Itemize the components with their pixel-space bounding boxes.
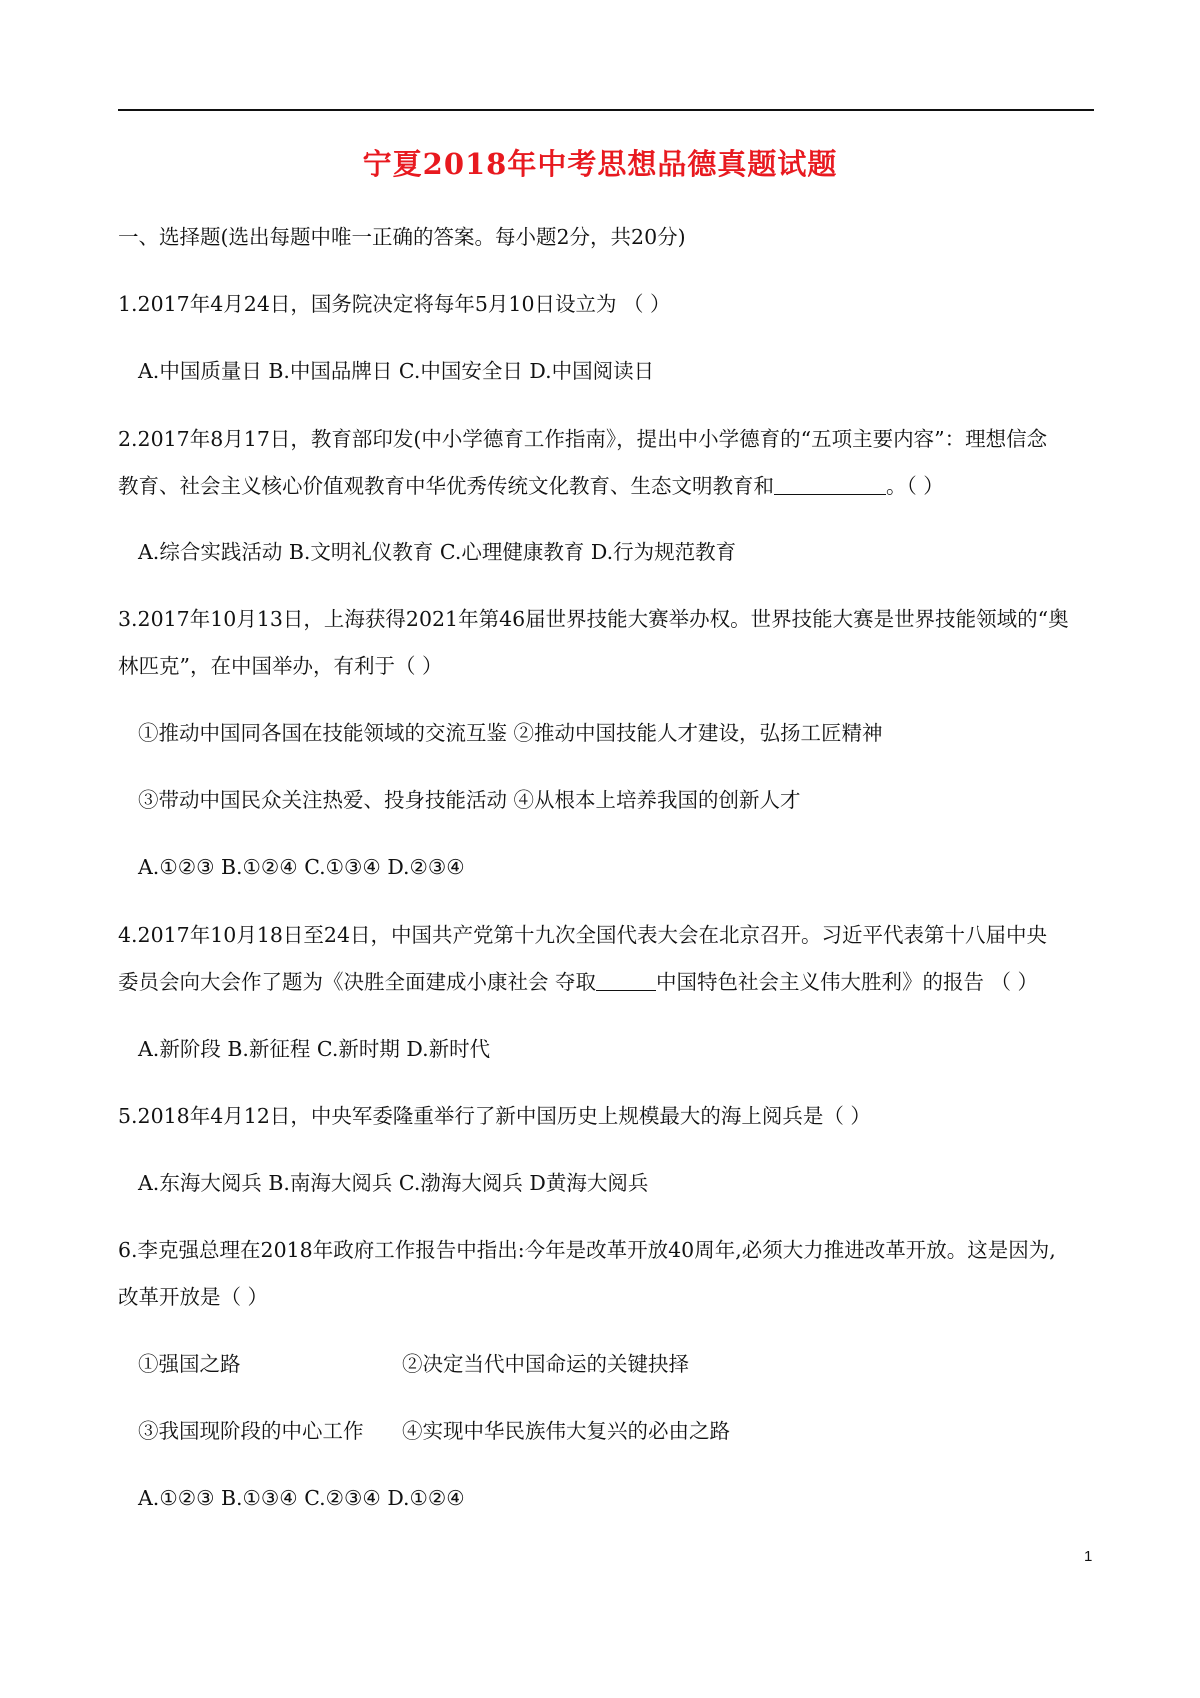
question-5-options: A.东海大阅兵 B.南海大阅兵 C.渤海大阅兵 D黄海大阅兵 — [138, 1171, 649, 1195]
question-1: 1.2017年4月24日，国务院决定将每年5月10日设立为 （ ） — [118, 292, 671, 316]
question-6-statement-1: ①强国之路 — [138, 1352, 241, 1376]
question-3-statements-1: ①推动中国同各国在技能领域的交流互鉴 ②推动中国技能人才建设，弘扬工匠精神 — [138, 721, 883, 745]
question-4-line-1: 4.2017年10月18日至24日，中国共产党第十九次全国代表大会在北京召开。习近平代表第十八届中央 — [118, 923, 1047, 947]
section-heading: 一、选择题(选出每题中唯一正确的答案。每小题2分，共20分) — [118, 225, 686, 249]
question-4-line-2 — [118, 967, 1038, 997]
question-2-line-1: 2.2017年8月17日，教育部印发(中小学德育工作指南》，提出中小学德育的“五项主要内容”：理想信念 — [118, 427, 1048, 451]
question-4-options: A.新阶段 B.新征程 C.新时期 D.新时代 — [138, 1037, 491, 1061]
question-1-options: A.中国质量日 B.中国品牌日 C.中国安全日 D.中国阅读日 — [138, 359, 655, 383]
question-3-line-2: 林匹克”，在中国举办，有利于（ ） — [118, 654, 443, 678]
question-4-tail: 中国特色社会主义伟大胜利》的报告 （ ） — [656, 970, 1039, 994]
question-3-options: A.①②③ B.①②④ C.①③④ D.②③④ — [138, 855, 465, 879]
question-6-line-2: 改革开放是（ ） — [118, 1285, 269, 1309]
question-5: 5.2018年4月12日，中央军委隆重举行了新中国历史上规模最大的海上阅兵是（ ） — [118, 1104, 871, 1128]
question-2-text: 教育、社会主义核心价值观教育中华优秀传统文化教育、生态文明教育和 — [118, 474, 774, 498]
question-6-options: A.①②③ B.①③④ C.②③④ D.①②④ — [138, 1486, 465, 1510]
page-number: 1 — [1084, 1548, 1093, 1565]
question-2-options: A.综合实践活动 B.文明礼仪教育 C.心理健康教育 D.行为规范教育 — [138, 540, 737, 564]
question-6-statement-3: ③我国现阶段的中心工作 — [138, 1419, 364, 1443]
question-2-line-2 — [118, 471, 944, 501]
question-6-line-1: 6.李克强总理在2018年政府工作报告中指出:今年是改革开放40周年,必须大力推进改革开放。这是因为, — [118, 1238, 1056, 1262]
page-title: 宁夏2018年中考思想品德真题试题 — [362, 147, 838, 181]
answer-blank — [596, 970, 656, 991]
question-3-statements-2: ③带动中国民众关注热爱、投身技能活动 ④从根本上培养我国的创新人才 — [138, 788, 801, 812]
question-6-statement-2: ②决定当代中国命运的关键抉择 — [402, 1352, 689, 1376]
question-3-line-1: 3.2017年10月13日，上海获得2021年第46届世界技能大赛举办权。世界技能大赛是世界技能领域的“奥 — [118, 607, 1069, 631]
question-4-text: 委员会向大会作了题为《决胜全面建成小康社会 夺取 — [118, 970, 597, 994]
header-rule — [118, 109, 1094, 111]
answer-blank — [774, 474, 886, 495]
question-2-tail: 。（ ） — [886, 474, 944, 498]
question-6-statement-4: ④实现中华民族伟大复兴的必由之路 — [402, 1419, 730, 1443]
